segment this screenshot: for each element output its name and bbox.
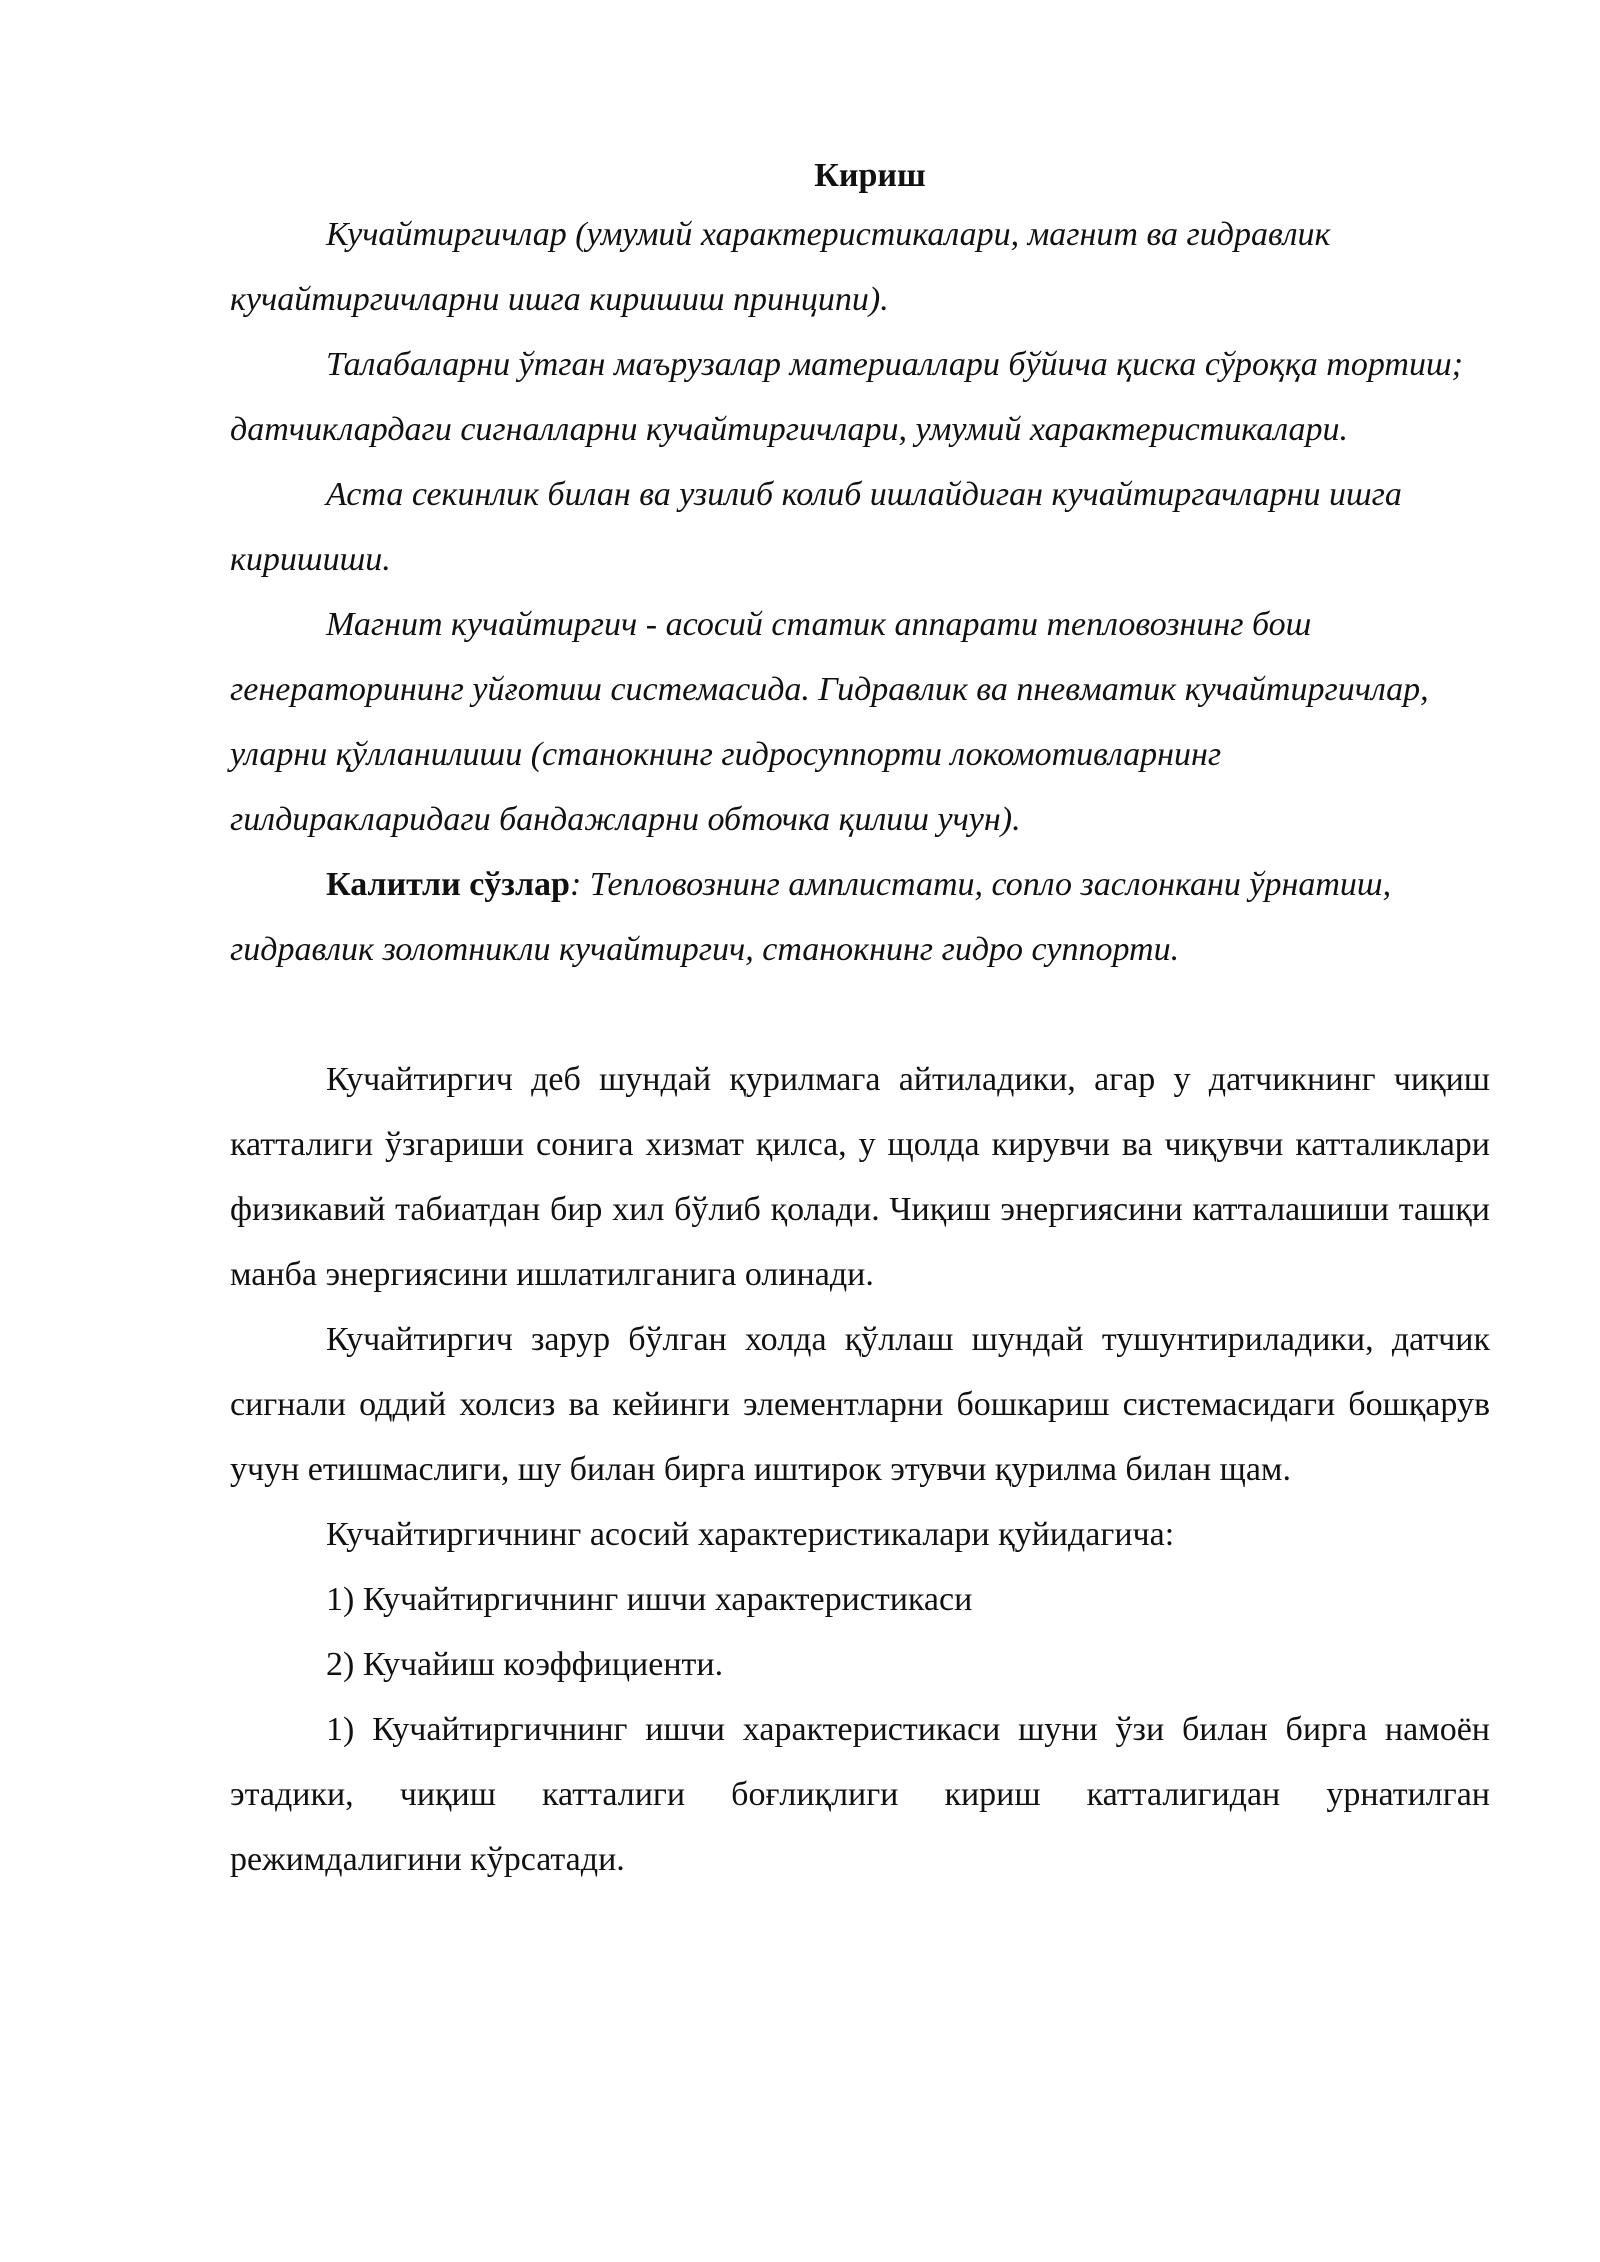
list-item-2: 2) Кучайиш коэффициенти.	[326, 1646, 724, 1683]
document-page	[230, 150, 1490, 1892]
body-section	[230, 1047, 1490, 1892]
body-paragraph-4: 1) Кучайтиргичнинг ишчи характеристикаси шуни ўзи билан бирга намоён этадики, чиқиш катталиги боғлиқлиги кириш катталигидан урнатилган режимдалигини кўрсатади.	[230, 1711, 1490, 1878]
document-title: Кириш	[814, 157, 926, 194]
keywords-paragraph	[230, 852, 1490, 982]
keywords-label: Калитли сўзлар	[326, 866, 570, 903]
intro-paragraph-4: Магнит кучайтиргич - асосий статик аппарати тепловознинг бош генераторининг уйғотиш системасида. Гидравлик ва пневматик кучайтиргичлар, уларни қўлланилиши (станокнинг гидросуппорти локомотивларнинг гилдиракларидаги бандажларни обточка қилиш учун).	[230, 606, 1429, 838]
keywords-text: : Тепловознинг амплистати, сопло заслонкани ўрнатиш, гидравлик золотникли кучайтиргич, станокнинг гидро суппорти.	[230, 866, 1392, 968]
intro-paragraph-1: Кучайтиргичлар (умумий характеристикалари, магнит ва гидравлик кучайтиргичларни ишга киришиш принципи).	[230, 216, 1331, 318]
intro-paragraph-2: Талабаларни ўтган маърузалар материаллари бўйича қиска сўроққа тортиш; датчиклардаги сигналларни кучайтиргичлари, умумий характеристикалари.	[230, 346, 1463, 448]
list-item-1: 1) Кучайтиргичнинг ишчи характеристикаси	[326, 1581, 973, 1618]
body-paragraph-1: Кучайтиргич деб шундай қурилмага айтиладики, агар у датчикнинг чиқиш катталиги ўзгариши сонига хизмат қилса, у щолда кирувчи ва чиқувчи катталиклари физикавий табиатдан бир хил бўлиб қолади. Чиқиш энергиясини катталашиши ташқи манба энергиясини ишлатилганига олинади.	[230, 1061, 1490, 1293]
intro-paragraph-3: Аста секинлик билан ва узилиб колиб ишлайдиган кучайтиргачларни ишга киришиши.	[230, 476, 1402, 578]
body-paragraph-3: Кучайтиргичнинг асосий характеристикалари қуйидагича:	[326, 1516, 1175, 1553]
intro-section	[230, 202, 1490, 982]
body-paragraph-2: Кучайтиргич зарур бўлган холда қўллаш шундай тушунтириладики, датчик сигнали оддий холсиз ва кейинги элементларни бошкариш системасидаги бошқарув учун етишмаслиги, шу билан бирга иштирок этувчи қурилма билан щам.	[230, 1321, 1490, 1488]
